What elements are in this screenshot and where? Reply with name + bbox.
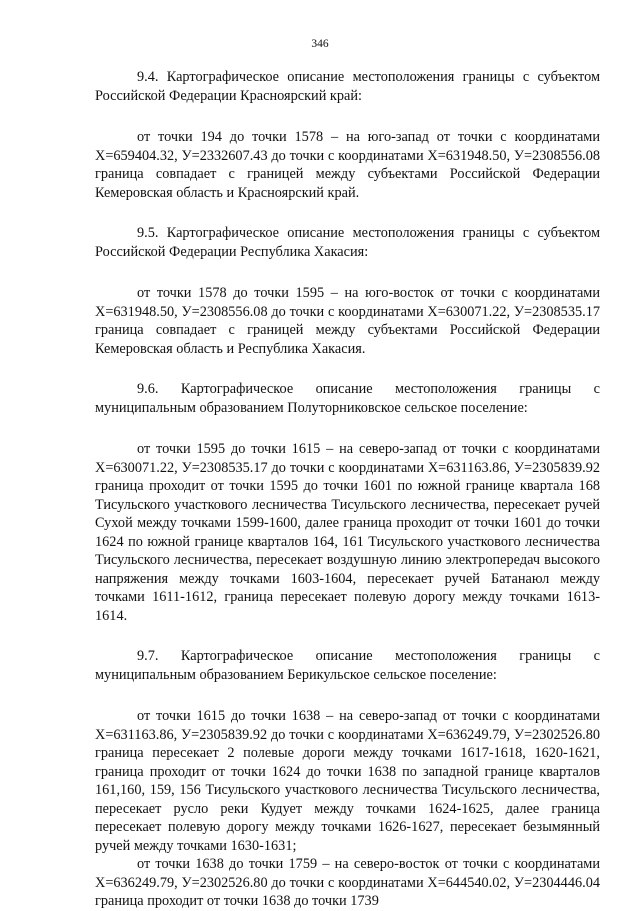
section-9-6 xyxy=(95,380,600,625)
section-9-7 xyxy=(95,647,600,911)
section-heading: 9.6. Картографическое описание местоположения границы с муниципальным образованием Полуторниковское сельское поселение: xyxy=(95,381,600,416)
section-body: от точки 1578 до точки 1595 – на юго-восток от точки с координатами Х=631948.50, У=2308556.08 до точки с координатами Х=630071.22, У=2308535.17 граница совпадает с границей между субъектами Российской Федерации Кемеровская область и Республика Хакасия. xyxy=(95,285,600,357)
page-number: 346 xyxy=(311,38,329,50)
section-body: от точки 194 до точки 1578 – на юго-запад от точки с координатами Х=659404.32, У=2332607.43 до точки с координатами Х=631948.50, У=2308556.08 граница совпадает с границей между субъектами Российской Федерации Кемеровская область и Красноярский край. xyxy=(95,129,600,201)
document-content xyxy=(95,68,600,911)
section-body-continuation: от точки 1638 до точки 1759 – на северо-восток от точки с координатами Х=636249.79, У=2302526.80 до точки с координатами Х=644540.02, У=2304446.04 граница проходит от точки 1638 до точки 1739 xyxy=(95,856,600,909)
section-9-5 xyxy=(95,224,600,358)
section-body: от точки 1615 до точки 1638 – на северо-запад от точки с координатами Х=631163.86, У=2305839.92 до точки с координатами Х=636249.79, У=2302526.80 граница пересекает 2 полевые дороги между точками 1617-1618, 1620-1621, граница проходит от точки 1624 до точки 1638 по западной границе кварталов 161,160, 159, 156 Тисульского участкового лесничества Тисульского лесничества, пересекает русло реки Кудует между точками 1624-1625, далее граница пересекает полевую дорогу между точками 1626-1627, пересекает безымянный ручей между точками 1630-1631; xyxy=(95,708,600,854)
section-heading: 9.4. Картографическое описание местоположения границы с субъектом Российской Федерации Красноярский край: xyxy=(95,69,600,104)
section-heading: 9.5. Картографическое описание местоположения границы с субъектом Российской Федерации Республика Хакасия: xyxy=(95,225,600,260)
section-body: от точки 1595 до точки 1615 – на северо-запад от точки с координатами Х=630071.22, У=2308535.17 до точки с координатами Х=631163.86, У=2305839.92 граница проходит от точки 1595 до точки 1601 по южной границе квартала 168 Тисульского участкового лесничества Тисульского лесничества, пересекает ручей Сухой между точками 1599-1600, далее граница проходит от точки 1601 до точки 1624 по южной границе кварталов 164, 161 Тисульского участкового лесничества Тисульского лесничества, пересекает воздушную линию электропередач высокого напряжения между точками 1603-1604, пересекает ручей Батанаюл между точками 1611-1612, граница пересекает полевую дорогу между точками 1613-1614. xyxy=(95,441,600,624)
section-9-4 xyxy=(95,68,600,202)
section-heading: 9.7. Картографическое описание местоположения границы с муниципальным образованием Берикульское сельское поселение: xyxy=(95,648,600,683)
